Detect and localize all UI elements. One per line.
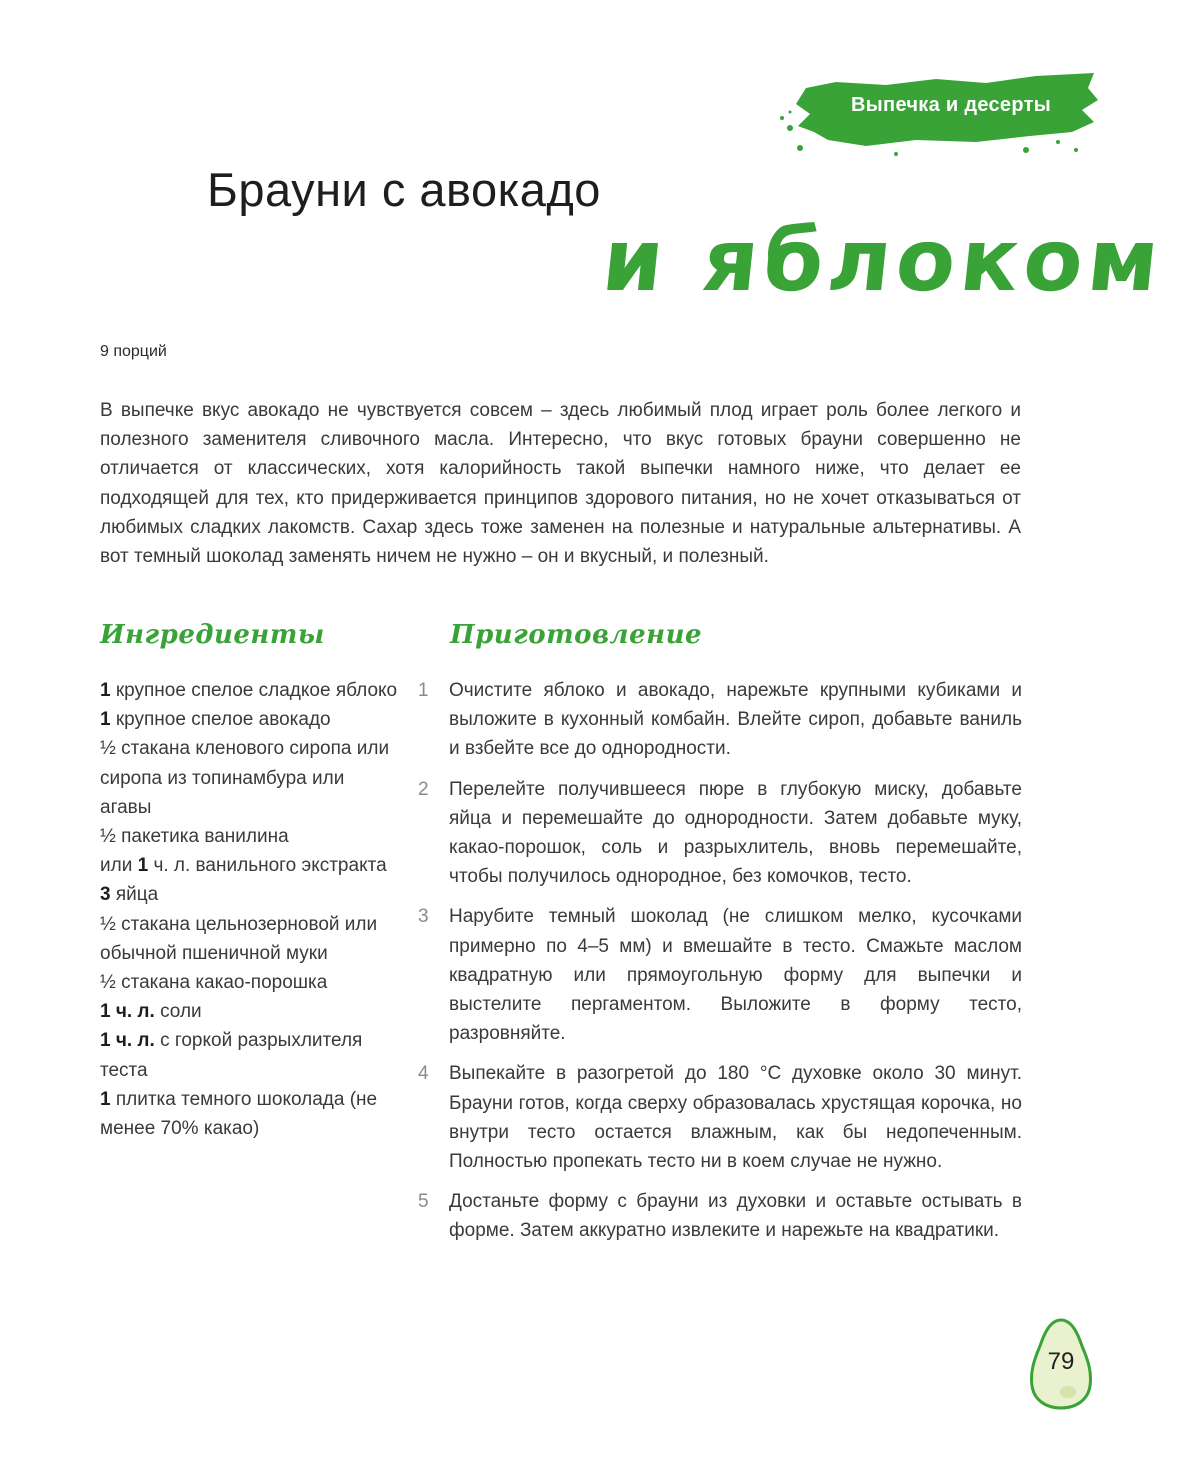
servings: 9 порций	[100, 343, 167, 360]
ingredient-text: соли	[154, 1001, 202, 1023]
ingredient-qty: 1 ч. л.	[100, 1030, 155, 1052]
step-item	[418, 775, 1022, 892]
step-item	[418, 1059, 1022, 1176]
ingredient-item	[100, 997, 400, 1026]
ingredient-qty: 1	[100, 709, 111, 731]
ingredient-text: яйца	[110, 884, 159, 906]
ingredient-text: с горкой разрыхлителя теста	[100, 1030, 363, 1081]
steps-list	[418, 676, 1022, 1257]
recipe-title-line2: и яблоком	[597, 211, 1169, 311]
step-text: Очистите яблоко и авокадо, нарежьте крупными кубиками и выложите в кухонный комбайн. Влейте сироп, добавьте ваниль и взбейте все до однородности.	[449, 680, 1022, 760]
step-item	[418, 1187, 1022, 1245]
page-number: 79	[1047, 1348, 1075, 1375]
ingredient-text: крупное спелое авокадо	[110, 709, 331, 731]
ingredient-text: ½ стакана цельнозерновой или обычной пшеничной муки	[100, 913, 378, 964]
ingredient-text: или 1 ч. л. ванильного экстракта	[100, 855, 387, 877]
preparation-heading: Приготовление	[450, 620, 703, 650]
ingredient-item	[100, 968, 400, 997]
ingredient-item	[100, 676, 400, 705]
step-text: Достаньте форму с брауни из духовки и оставьте остывать в форме. Затем аккуратно извлеките и нарежьте на квадратики.	[449, 1191, 1022, 1242]
ingredient-item	[100, 910, 400, 968]
ingredient-qty: 1 ч. л.	[100, 1001, 155, 1023]
step-number: 2	[418, 778, 429, 800]
ingredient-qty: 3	[100, 884, 111, 906]
recipe-title-line1: Брауни с авокадо	[207, 163, 601, 216]
ingredient-item	[100, 851, 400, 880]
category-label: Выпечка и десерты	[850, 94, 1052, 116]
ingredient-text: ½ пакетика ванилина	[100, 826, 289, 848]
ingredient-text: ½ стакана какао-порошка	[100, 972, 328, 994]
ingredient-item	[100, 734, 400, 822]
ingredients-heading: Ингредиенты	[100, 620, 325, 650]
ingredient-item	[100, 1026, 400, 1084]
ingredient-text: крупное спелое сладкое яблоко	[110, 680, 398, 701]
ingredient-qty: 1	[100, 1088, 111, 1110]
ingredient-qty: 1	[100, 680, 111, 701]
step-number: 5	[418, 1191, 429, 1213]
step-text: Нарубите темный шоколад (не слишком мелко, кусочками примерно по 4–5 мм) и вмешайте в тесто. Смажьте маслом квадратную или прямоугольную форму для выпечки и выстелите пергаментом. Выложите в форму тесто, разровняйте.	[449, 906, 1022, 1045]
ingredient-item	[100, 880, 400, 909]
step-text: Выпекайте в разогретой до 180 °С духовке около 30 минут. Брауни готов, когда сверху образовалась хрустящая корочка, но внутри тесто остается влажным, как бы недопеченным. Полностью пропекать тесто ни в коем случае не нужно.	[449, 1063, 1022, 1173]
category-tag	[776, 70, 1106, 160]
ingredient-item	[100, 822, 400, 851]
page-number-badge	[1028, 1316, 1094, 1412]
ingredient-item	[100, 1085, 400, 1143]
ingredients-list	[100, 676, 400, 1143]
intro-text	[100, 396, 1021, 571]
step-number: 1	[418, 680, 429, 701]
step-text: Перелейте получившееся пюре в глубокую миску, добавьте яйца и перемешайте до однородности. Затем добавьте муку, какао-порошок, соль и разрыхлитель, вновь перемешайте, чтобы получилось однородное, без комочков, тесто.	[449, 778, 1022, 888]
ingredient-item	[100, 705, 400, 734]
ingredient-text: плитка темного шоколада (не менее 70% какао)	[100, 1088, 378, 1140]
step-number: 4	[418, 1063, 429, 1085]
step-item	[418, 902, 1022, 1048]
step-number: 3	[418, 906, 429, 928]
ingredient-text: ½ стакана кленового сиропа или сиропа из топинамбура или агавы	[100, 738, 390, 818]
intro-paragraph: В выпечке вкус авокадо не чувствуется совсем – здесь любимый плод играет роль более легкого и полезного заменителя сливочного масла. Интересно, что вкус готовых брауни совершенно не отличается от классических, хотя калорийность такой выпечки намного ниже, что делает ее подходящей для тех, кто придерживается принципов здорового питания, но не хочет отказываться от любимых сладких лакомств. Сахар здесь тоже заменен на полезные и натуральные альтернативы. А вот темный шоколад заменять ничем не нужно – он и вкусный, и полезный.	[100, 400, 1021, 568]
step-item	[418, 676, 1022, 764]
